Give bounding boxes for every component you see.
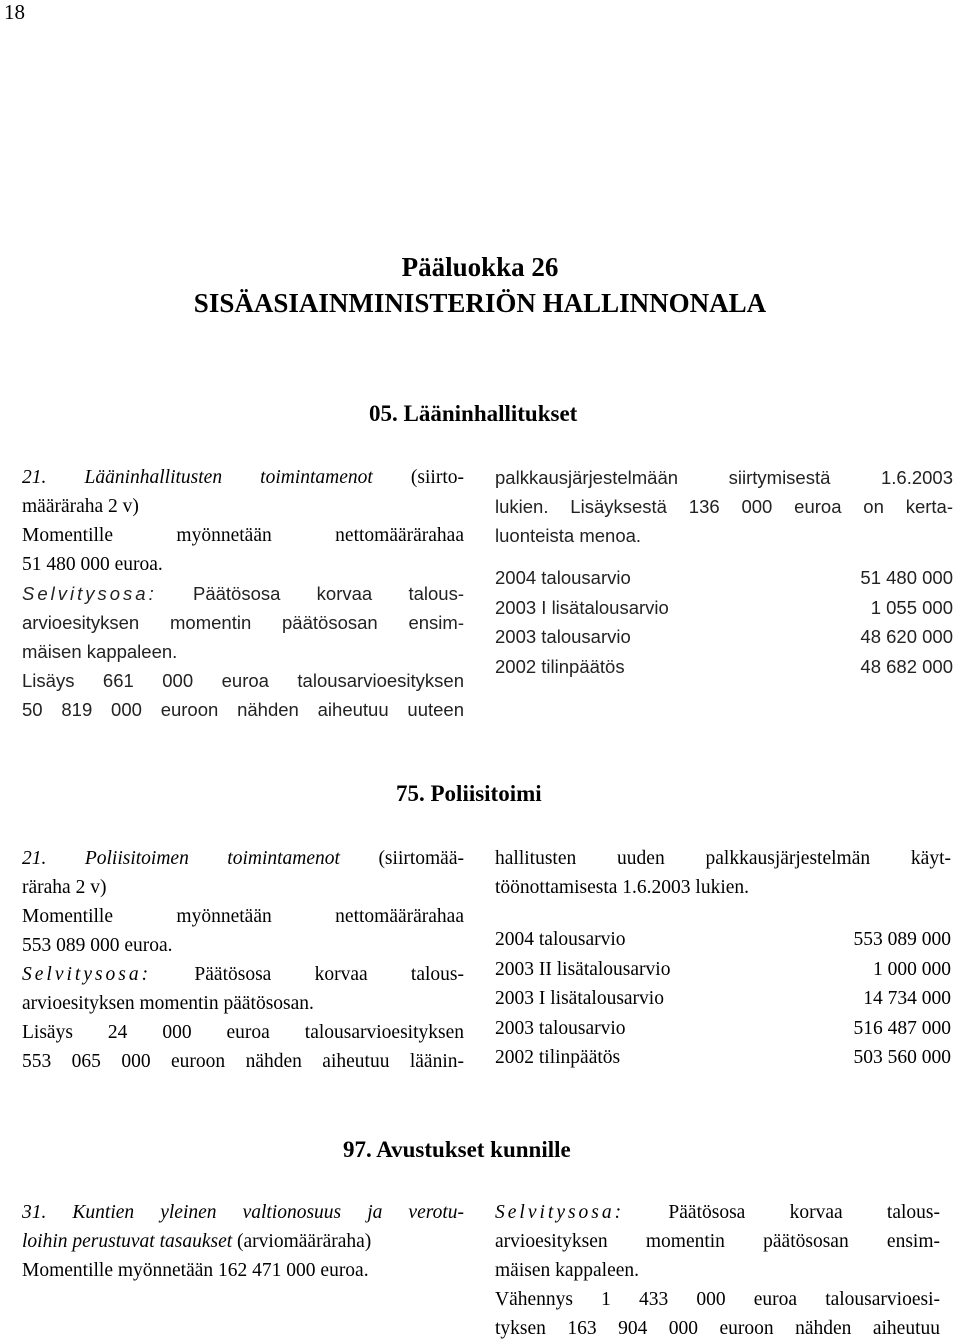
sec05-selv-rest: Päätösosa korvaa talous- (192, 583, 464, 604)
budget-value: 503 560 000 (853, 1047, 951, 1068)
sec97-item-title-line2 (22, 1227, 464, 1256)
sec97-selv-line3: mäisen kappaleen. (495, 1260, 640, 1281)
budget-label: 2002 tilinpäätös (495, 1047, 621, 1068)
sec97-item-title-b: loihin perustuvat tasaukset (22, 1231, 233, 1252)
sec05-item-title-line1 (22, 463, 464, 492)
sec05-selv-line2: arvioesityksen momentin päätösosan ensim- (22, 612, 464, 633)
sec97-item-title: Kuntien yleinen valtionosuus ja verotu- (72, 1202, 464, 1223)
sec75-item-title-b: (siirtomää- (378, 848, 464, 869)
table-row (495, 652, 953, 682)
sec97-item-title-c: (arviomääräraha) (237, 1231, 372, 1252)
main-title-line2: SISÄASIAINMINISTERIÖN HALLINNONALA (193, 288, 767, 318)
budget-value: 48 682 000 (860, 655, 953, 677)
budget-value: 553 089 000 (853, 929, 951, 950)
sec97-vahennys-line1: Vähennys 1 433 000 euroa talousarvioesi- (495, 1289, 940, 1310)
sec75-right-line2: töönottamisesta 1.6.2003 lukien. (495, 877, 750, 898)
sec97-left-column (22, 1198, 464, 1285)
sec75-item-title-line2: räraha 2 v) (22, 877, 107, 898)
sec97-vahennys-line2: tyksen 163 904 000 euroon nähden aiheutuu (495, 1318, 940, 1339)
sec75-lisays-line1: Lisäys 24 000 euroa talousarvioesityksen (22, 1022, 464, 1043)
sec05-right-column (495, 463, 953, 681)
sec05-selv-line1 (22, 579, 464, 608)
sec75-left-column (22, 844, 464, 1076)
budget-label: 2003 II lisätalousarvio (495, 958, 671, 980)
sec75-mom-line2: 553 089 000 euroa. (22, 935, 173, 956)
sec75-right-line1: hallitusten uuden palkkausjärjestelmän käyt- (495, 848, 951, 869)
sec05-item-title-line2: määräraha 2 v) (22, 496, 139, 517)
sec75-selv-label: Selvitysosa: (22, 964, 152, 985)
budget-label: 2003 I lisätalousarvio (495, 988, 664, 1009)
main-title-line1: Pääluokka 26 (401, 252, 559, 282)
sec05-lisays-line2: 50 819 000 euroon nähden aiheutuu uuteen (22, 699, 464, 720)
sec97-item-num: 31. (22, 1202, 47, 1223)
sec97-item-title-line1 (22, 1198, 464, 1227)
sec97-right-column (495, 1198, 940, 1343)
sec05-mom-line1: Momentille myönnetään nettomäärärahaa (22, 525, 464, 546)
sec05-budget-table (495, 563, 953, 681)
sec05-lisays-line1: Lisäys 661 000 euroa talousarvioesityksen (22, 670, 464, 691)
sec97-selv-rest: Päätösosa korvaa talous- (668, 1202, 940, 1223)
budget-value: 51 480 000 (860, 567, 953, 588)
table-row (495, 622, 953, 652)
sec75-right-column (495, 844, 951, 1073)
sec97-selv-line2: arvioesityksen momentin päätösosan ensim- (495, 1231, 940, 1252)
budget-value: 1 000 000 (873, 958, 951, 980)
sec05-selv-line3: mäisen kappaleen. (22, 641, 178, 662)
sec05-right-line1: palkkausjärjestelmään siirtymisestä 1.6.2003 (495, 467, 953, 488)
sec97-mom-line1: Momentille myönnetään 162 471 000 euroa. (22, 1260, 369, 1281)
budget-label: 2004 talousarvio (495, 567, 631, 588)
budget-value: 48 620 000 (860, 626, 953, 647)
sec05-selv-label: Selvitysosa: (22, 583, 157, 604)
sec05-item-title-b: (siirto- (410, 467, 464, 488)
table-row (495, 1014, 951, 1044)
budget-label: 2003 talousarvio (495, 626, 631, 647)
budget-value: 14 734 000 (863, 988, 951, 1009)
sec75-selv-rest: Päätösosa korvaa talous- (194, 964, 464, 985)
sec97-selv-line1 (495, 1198, 940, 1227)
budget-label: 2003 I lisätalousarvio (495, 596, 669, 618)
sec75-item-title-line1 (22, 844, 464, 873)
sec97-selv-label: Selvitysosa: (495, 1202, 625, 1223)
sec75-selv-line2: arvioesityksen momentin päätösosan. (22, 993, 314, 1014)
budget-label: 2002 tilinpäätös (495, 655, 625, 677)
budget-label: 2004 talousarvio (495, 929, 626, 950)
budget-value: 516 487 000 (853, 1017, 951, 1039)
section-heading-75: 75. Poliisitoimi (396, 781, 542, 806)
sec75-mom-line1: Momentille myönnetään nettomäärärahaa (22, 906, 464, 927)
sec75-item-title: Poliisitoimen toimintamenot (84, 848, 340, 869)
table-row (495, 925, 951, 955)
budget-value: 1 055 000 (870, 596, 953, 618)
table-row (495, 593, 953, 623)
table-row (495, 955, 951, 985)
sec75-budget-table (495, 925, 951, 1073)
sec75-lisays-line2: 553 065 000 euroon nähden aiheutuu läänin- (22, 1051, 464, 1072)
sec75-item-num: 21. (22, 848, 47, 869)
sec05-right-line2: lukien. Lisäyksestä 136 000 euroa on kerta- (495, 496, 953, 517)
table-row (495, 1043, 951, 1073)
sec05-item-title: Lääninhallitusten toimintamenot (84, 467, 373, 488)
budget-label: 2003 talousarvio (495, 1017, 626, 1039)
table-row (495, 984, 951, 1014)
sec05-item-num: 21. (22, 467, 47, 488)
sec05-left-column (22, 463, 464, 724)
page-number: 18 (4, 0, 25, 24)
section-heading-05: 05. Lääninhallitukset (369, 401, 578, 426)
sec75-selv-line1 (22, 960, 464, 989)
sec05-right-line3: luonteista menoa. (495, 525, 642, 546)
sec05-mom-line2: 51 480 000 euroa. (22, 554, 163, 575)
table-row (495, 563, 953, 593)
section-heading-97: 97. Avustukset kunnille (343, 1137, 571, 1162)
